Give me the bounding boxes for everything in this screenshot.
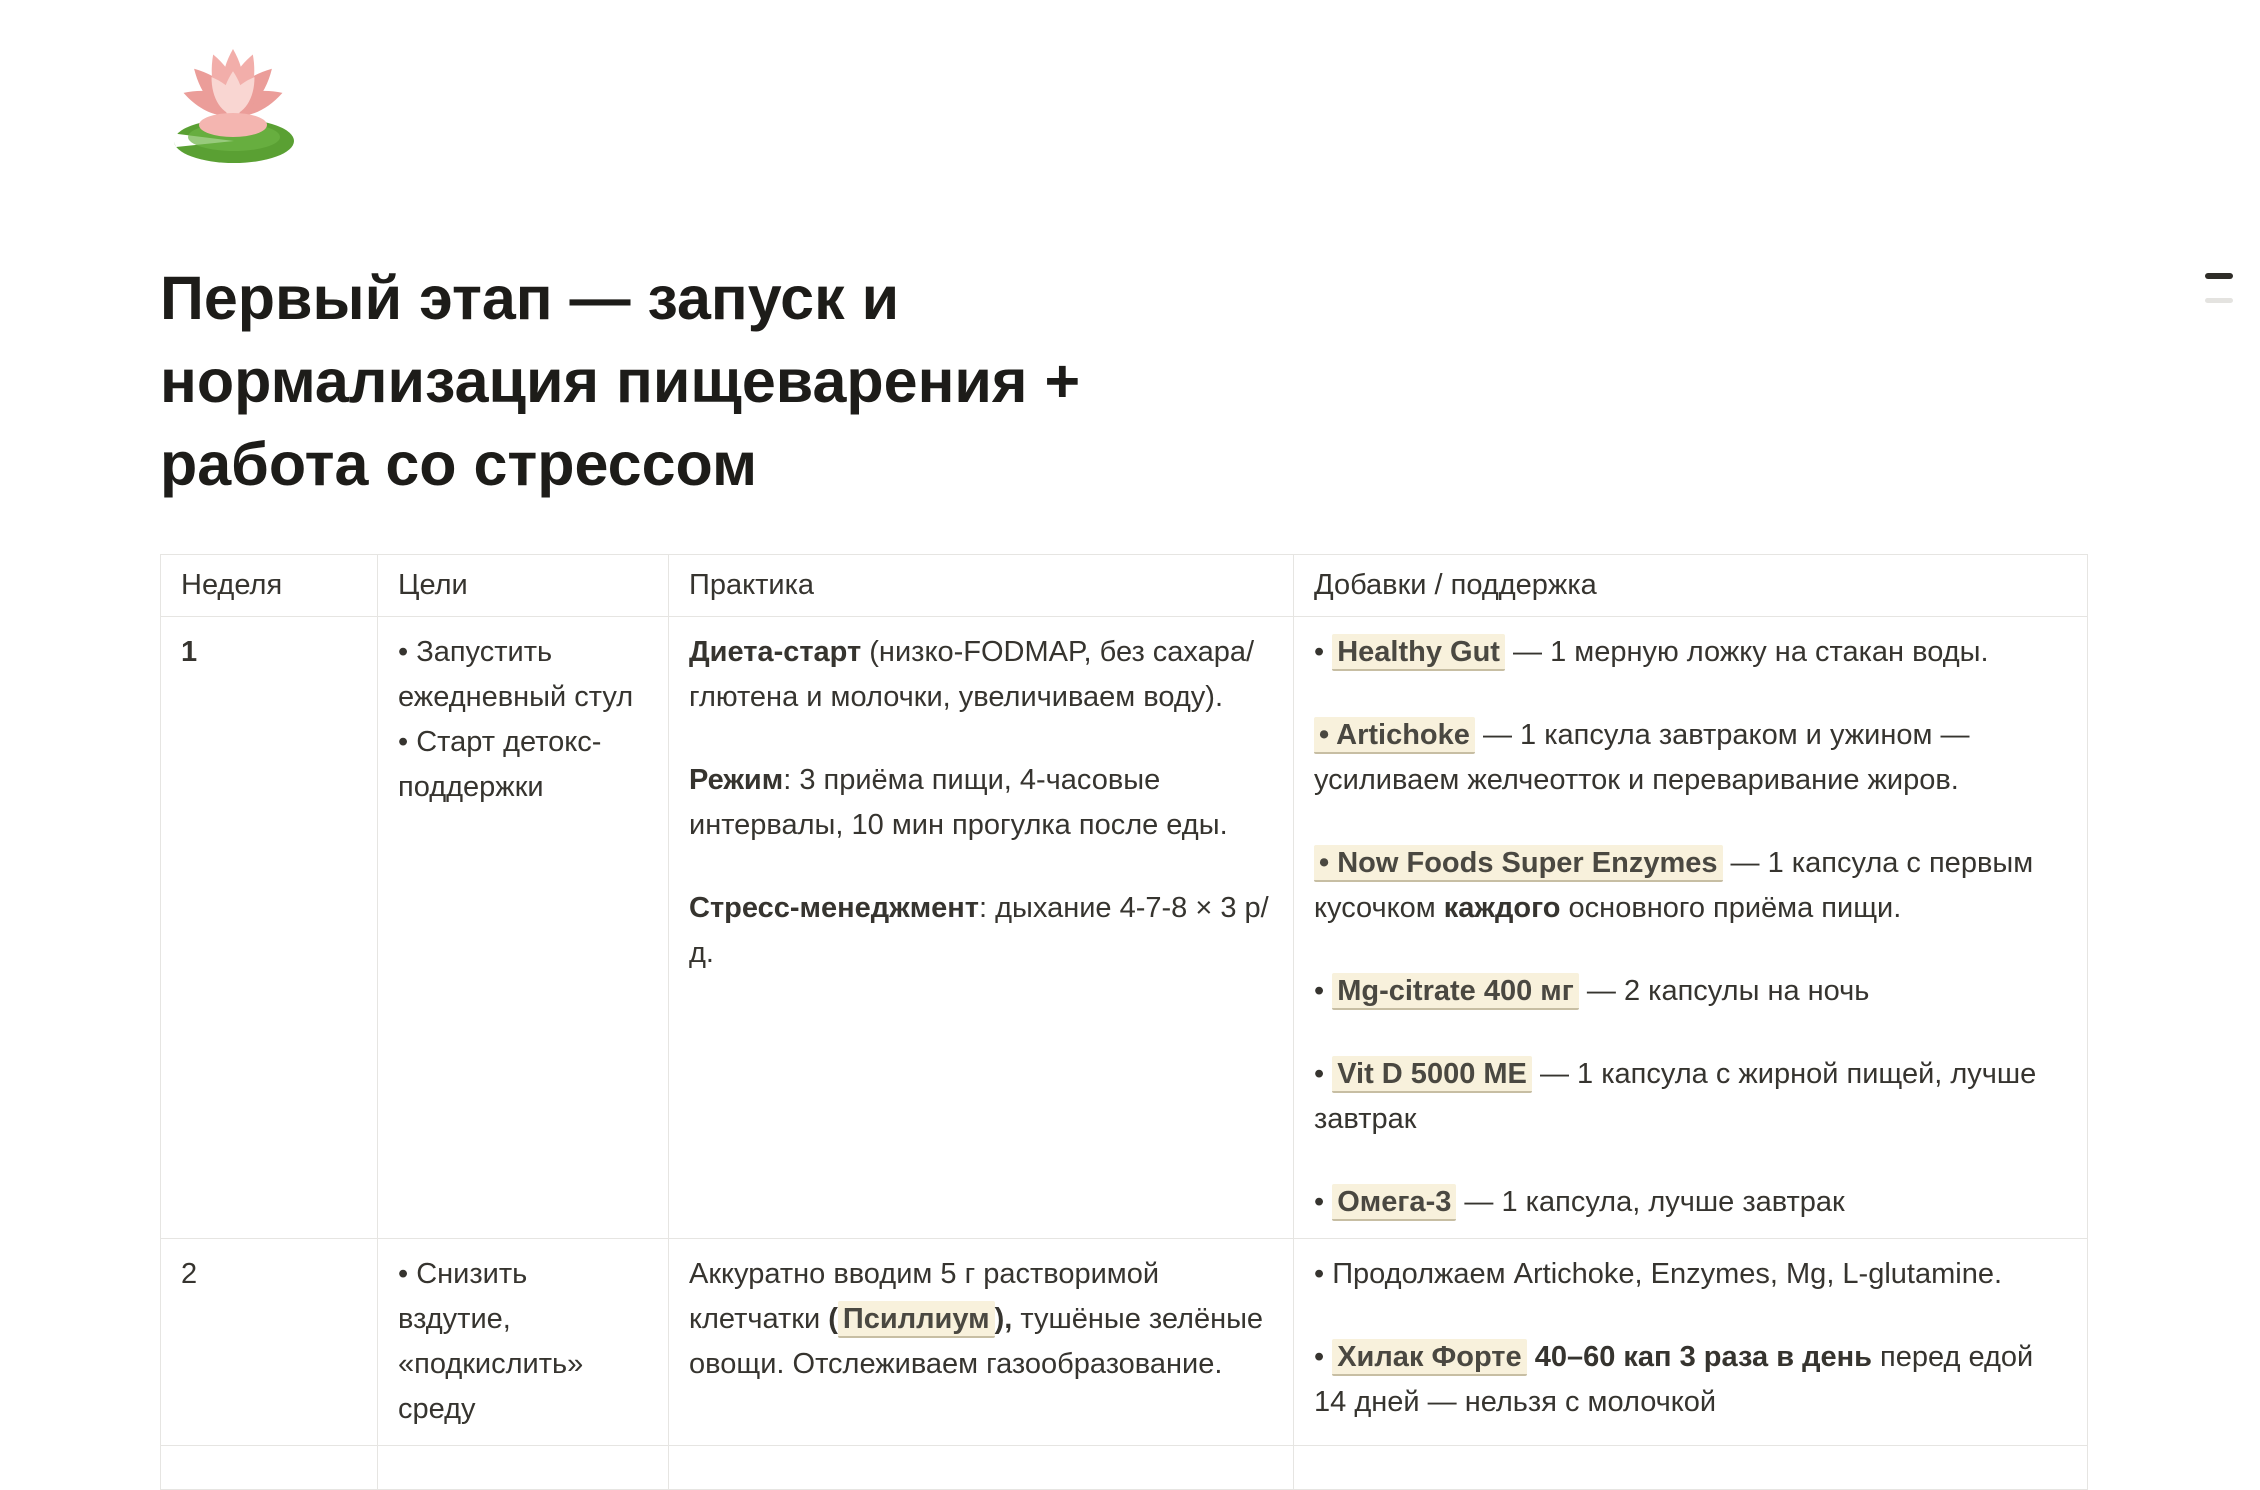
cell-paragraph [398,1252,648,1432]
table-row [161,1238,2088,1445]
inline-link[interactable]: Healthy Gut [1332,634,1505,671]
cell-paragraph [1314,1180,2067,1225]
text-run: перед едой 14 дней — нельзя с молочкой [1314,1340,2034,1418]
bold-text: 40–60 кап 3 раза в день [1534,1340,1872,1373]
table-row [161,616,2088,1238]
table-header-row [161,554,2088,616]
weekly-plan-table [160,554,2088,1490]
goals-cell [378,616,669,1238]
text-run: — 1 капсула, лучше завтрак [1456,1185,1845,1218]
text-run: тушёные зелёные овощи. Отслеживаем газообразование. [689,1302,1264,1380]
text-run: — 1 капсула с первым кусочком [1314,846,2034,924]
header-week: Неделя [161,554,378,616]
text-run: • [1314,635,1333,668]
toc-section-bar[interactable] [2205,298,2233,303]
text-run: • Продолжаем Artichoke, Enzymes, Mg, L-glutamine. [1314,1257,2003,1290]
cell-paragraph [398,630,648,720]
text-run: : дыхание 4-7-8 × 3 р/д. [689,891,1269,969]
cell-paragraph [689,758,1273,848]
text-run: Аккуратно вводим 5 г растворимой клетчатки [689,1257,1160,1335]
cell-paragraph [1314,969,2067,1014]
text-run: (низко-FODMAP, без сахара/глютена и молочки, увеличиваем воду). [689,635,1255,713]
inline-link[interactable]: • Artichoke [1314,717,1475,754]
week-cell: 2 [161,1238,378,1445]
bold-text: ( [828,1302,838,1335]
empty-cell [669,1445,1294,1489]
header-goals: Цели [378,554,669,616]
supplements-cell [1294,616,2088,1238]
text-run [1527,1341,1535,1373]
lotus-flower-icon[interactable] [160,45,305,167]
practice-cell [669,1238,1294,1445]
week-cell: 1 [161,616,378,1238]
bold-text: Стресс-менеджмент [689,891,980,924]
inline-link[interactable]: Mg-citrate 400 мг [1332,973,1579,1010]
bold-text: Режим [689,763,784,796]
inline-link[interactable]: • Now Foods Super Enzymes [1314,845,1723,882]
bold-text: ), [994,1302,1013,1335]
text-run: • [1314,1185,1333,1218]
table-of-contents-rail[interactable] [2205,273,2233,303]
header-practice: Практика [669,554,1294,616]
bold-text: Диета-старт [689,635,862,668]
table-body [161,616,2088,1489]
text-run: — 1 мерную ложку на стакан воды. [1504,635,1989,668]
empty-cell [161,1445,378,1489]
page-title: Первый этап — запуск и нормализация пищеварения + работа со стрессом [160,264,1081,498]
cell-paragraph [689,1252,1273,1387]
table-row-partial [161,1445,2088,1489]
cell-paragraph [398,720,648,810]
cell-paragraph [1314,1252,2067,1297]
text-run: — 1 капсула завтраком и ужином — усиливаем желчеотток и переваривание жиров. [1314,718,1970,796]
text-run: • [1314,1057,1333,1090]
text-run: • [1314,1340,1333,1373]
text-run: — 2 капсулы на ночь [1578,974,1870,1007]
cell-paragraph [1314,1335,2067,1425]
practice-cell [669,616,1294,1238]
empty-cell [1294,1445,2088,1489]
supplements-cell [1294,1238,2088,1445]
cell-paragraph [689,886,1273,976]
cell-paragraph [1314,841,2067,931]
inline-link[interactable]: Псиллиум [838,1301,995,1338]
cell-paragraph [1314,1052,2067,1142]
cell-paragraph [1314,713,2067,803]
text-run: • Запустить ежедневный стул [398,635,634,713]
header-supplements: Добавки / поддержка [1294,554,2088,616]
inline-link[interactable]: Омега-3 [1332,1184,1456,1221]
inline-link[interactable]: Vit D 5000 МЕ [1332,1056,1532,1093]
text-run: основного приёма пищи. [1560,891,1902,924]
document-page [160,45,2090,1490]
cell-paragraph [689,630,1273,720]
inline-link[interactable]: Хилак Форте [1332,1339,1526,1376]
text-run: • Снизить вздутие, «подкислить» среду [398,1257,584,1425]
text-run: : 3 приёма пищи, 4-часовые интервалы, 10 мин прогулка после еды. [689,763,1228,841]
text-run: • [1314,974,1333,1007]
cell-paragraph [1314,630,2067,675]
text-run: — 1 капсула с жирной пищей, лучше завтрак [1314,1057,2037,1135]
text-run: • Старт детокс-поддержки [398,725,602,803]
goals-cell [378,1238,669,1445]
empty-cell [378,1445,669,1489]
bold-text: каждого [1443,891,1561,924]
toc-current-section-bar[interactable] [2205,273,2233,279]
